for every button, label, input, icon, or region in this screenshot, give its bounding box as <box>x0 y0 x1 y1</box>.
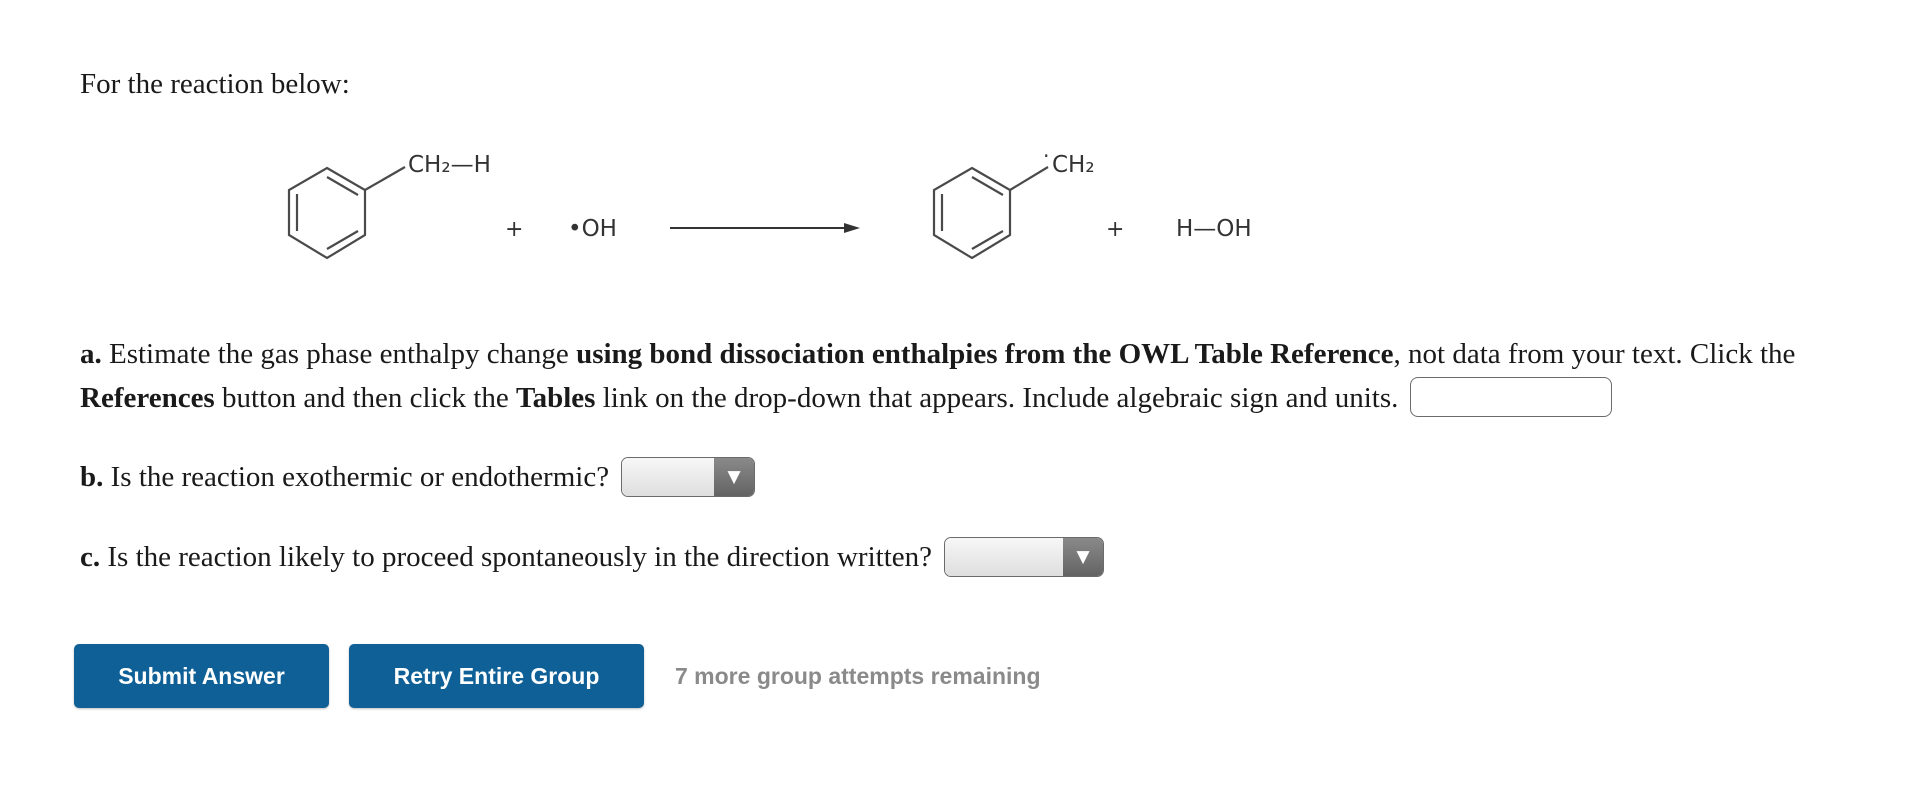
question-c-label: c. <box>80 541 101 573</box>
question-a-bold-1: using bond dissociation enthalpies from the OWL Table Reference <box>576 338 1394 370</box>
water-label: H—OH <box>1176 216 1252 242</box>
question-b <box>80 455 755 499</box>
question-a-references: References <box>80 382 215 414</box>
reaction-scheme <box>240 140 1340 300</box>
question-a-tables: Tables <box>515 382 596 414</box>
question-b-text: Is the reaction exothermic or endothermic? <box>103 461 610 493</box>
retry-entire-group-button[interactable]: Retry Entire Group <box>349 644 644 708</box>
plus-sign-2: + <box>1106 217 1125 242</box>
question-a-text-1: Estimate the gas phase enthalpy change <box>101 338 577 370</box>
benzene-ring-product <box>934 167 1048 258</box>
spontaneous-select[interactable] <box>944 537 1104 577</box>
exothermic-endothermic-select[interactable] <box>621 457 755 497</box>
reaction-arrow-icon <box>670 223 860 233</box>
question-c-text: Is the reaction likely to proceed spontaneously in the direction written? <box>100 541 933 573</box>
chevron-down-icon[interactable]: ▼ <box>714 458 754 496</box>
attempts-remaining-text: 7 more group attempts remaining <box>675 663 1041 689</box>
intro-text: For the reaction below: <box>80 68 350 100</box>
question-c <box>80 535 1104 579</box>
question-a-label: a. <box>80 338 102 370</box>
question-a-text-2: , not data from your text. Click the <box>1393 338 1796 370</box>
reaction-diagram <box>240 140 1340 300</box>
question-a-text-3: button and then click the <box>214 382 516 414</box>
enthalpy-answer-input[interactable] <box>1410 377 1612 417</box>
submit-answer-button[interactable]: Submit Answer <box>74 644 329 708</box>
spontaneous-select-value[interactable] <box>945 538 1063 576</box>
hydroxyl-radical-label: •OH <box>568 216 617 242</box>
reactant-ch2-h-label: CH₂—H <box>408 152 491 178</box>
exothermic-select-value[interactable] <box>622 458 714 496</box>
product-benzyl-radical-label: ̇CH₂ <box>1052 152 1095 178</box>
question-a <box>80 332 1910 420</box>
benzene-ring-reactant <box>289 167 405 258</box>
question-a-text-4: link on the drop-down that appears. Include algebraic sign and units. <box>595 382 1399 414</box>
plus-sign-1: + <box>505 217 524 242</box>
chevron-down-icon[interactable]: ▼ <box>1063 538 1103 576</box>
question-b-label: b. <box>80 461 104 493</box>
